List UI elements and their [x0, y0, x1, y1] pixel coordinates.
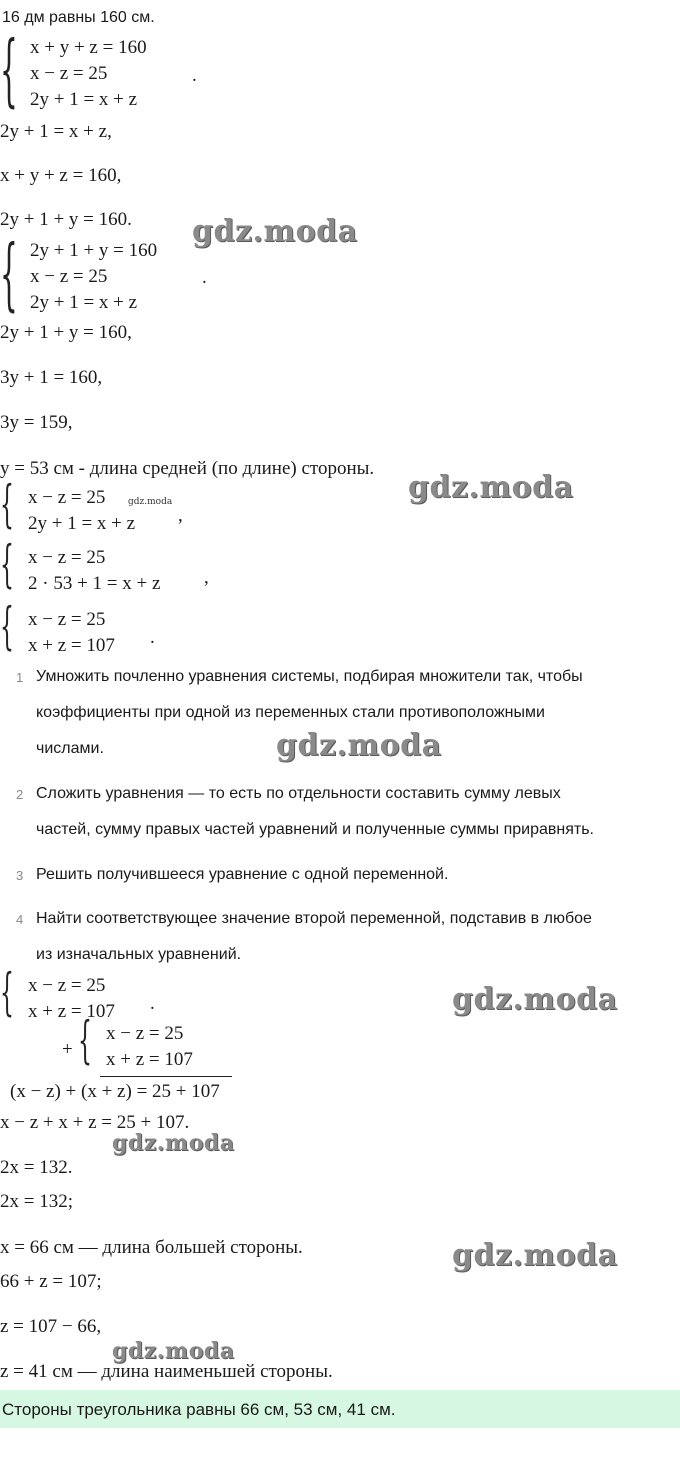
equation: x − z = 25: [28, 547, 106, 568]
equation: x − z = 25: [30, 63, 108, 84]
result-line: z = 41 см — длина наименьшей стороны.: [0, 1361, 333, 1382]
equation: x + z = 107: [28, 1001, 115, 1022]
punctuation: ,: [204, 567, 209, 588]
punctuation: ,: [178, 505, 183, 526]
result-line: x = 66 см — длина большей стороны.: [0, 1237, 303, 1258]
equation: x + y + z = 160: [30, 37, 147, 58]
equation: x − z = 25: [28, 975, 106, 996]
brace: {: [0, 537, 14, 595]
punctuation: .: [202, 267, 207, 288]
step-number: 3: [16, 868, 24, 883]
punctuation: .: [150, 993, 155, 1014]
step-text: коэффициенты при одной из переменных стали противоположными: [36, 704, 545, 721]
equation: x − z + x + z = 25 + 107.: [0, 1112, 190, 1133]
equation: 2y + 1 + y = 160,: [0, 322, 132, 343]
plus-sign: +: [62, 1039, 73, 1060]
equation: 2y + 1 + y = 160.: [0, 209, 132, 230]
step-text: Сложить уравнения — то есть по отдельности составить сумму левых: [36, 785, 561, 802]
equation: 3y + 1 = 160,: [0, 367, 103, 388]
step-text: числами.: [36, 740, 104, 757]
step-text: Найти соответствующее значение второй переменной, подставив в любое: [36, 910, 592, 927]
equation: x − z = 25: [28, 609, 106, 630]
equation: 2x = 132.: [0, 1157, 73, 1178]
equation: 2y + 1 = x + z: [30, 89, 138, 110]
equation: 2y + 1 + y = 160: [30, 240, 158, 261]
result-line: y = 53 см - длина средней (по длине) стороны.: [0, 458, 375, 479]
sum-rule: [100, 1076, 232, 1077]
step-number: 2: [16, 787, 24, 802]
watermark-logo: gdz.moda: [192, 214, 358, 249]
step-text: из изначальных уравнений.: [36, 946, 242, 963]
equation: x − z = 25: [106, 1023, 184, 1044]
equation: 2 · 53 + 1 = x + z: [28, 573, 161, 594]
equation: 3y = 159,: [0, 412, 73, 433]
step-number: 4: [16, 912, 24, 927]
equation: z = 107 − 66,: [0, 1316, 102, 1337]
brace: {: [0, 227, 18, 320]
equation: x + y + z = 160,: [0, 165, 122, 186]
step-text: Умножить почленно уравнения системы, подбирая множители так, чтобы: [36, 668, 583, 685]
equation: (x − z) + (x + z) = 25 + 107: [10, 1081, 220, 1102]
brace: {: [0, 599, 14, 657]
equation: 2y + 1 = x + z: [30, 292, 138, 313]
brace: {: [78, 1013, 92, 1071]
punctuation: .: [192, 65, 197, 86]
step-text: частей, сумму правых частей уравнений и полученные суммы приравнять.: [36, 821, 594, 838]
punctuation: .: [150, 627, 155, 648]
equation: 66 + z = 107;: [0, 1271, 102, 1292]
equation: 2y + 1 = x + z,: [0, 121, 112, 142]
answer-text: Стороны треугольника равны 66 см, 53 см, 41 см.: [2, 1400, 396, 1419]
watermark-logo: gdz.moda: [452, 1238, 618, 1273]
watermark-logo: gdz.moda: [112, 1338, 235, 1364]
brace: {: [0, 477, 14, 535]
equation: x − z = 25: [30, 266, 108, 287]
watermark-subscript: gdz.moda: [128, 497, 173, 507]
step-text: Решить получившееся уравнение с одной переменной.: [36, 866, 449, 883]
watermark-logo: gdz.moda: [276, 728, 442, 763]
watermark-logo: gdz.moda: [452, 982, 618, 1017]
equation: 2x = 132;: [0, 1191, 73, 1212]
step-number: 1: [16, 670, 24, 685]
equation: 2y + 1 = x + z: [28, 513, 136, 534]
watermark-logo: gdz.moda: [112, 1130, 235, 1156]
brace: {: [0, 23, 18, 117]
brace: {: [0, 965, 14, 1023]
equation: x − z = 25: [28, 487, 106, 508]
intro-text: 16 дм равны 160 см.: [2, 9, 155, 26]
equation: x + z = 107: [28, 635, 115, 656]
watermark-logo: gdz.moda: [408, 470, 574, 505]
answer-box: [0, 1390, 680, 1428]
equation: x + z = 107: [106, 1049, 193, 1070]
